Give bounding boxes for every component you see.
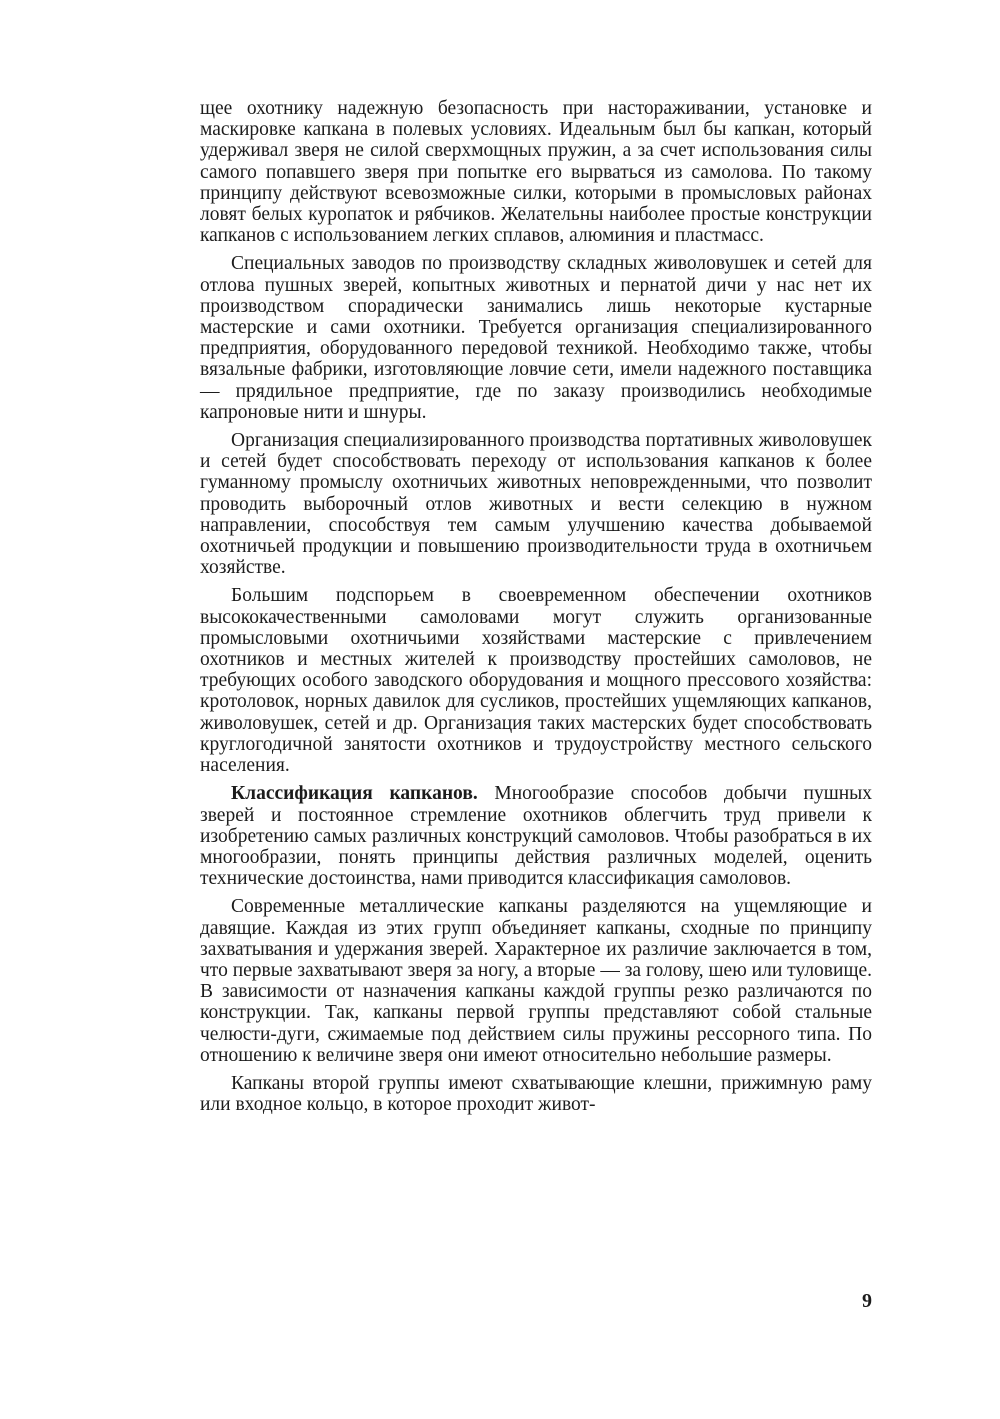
paragraph-classification [200,783,872,889]
classification-text: Многообразие способов добычи пушных зверей и постоянное стремление охотников облегчить труд привели к изобретению самых различных конструкций самоловов. Чтобы разобраться в их многообразии, понять принципы действия различных моделей, оценить технические достоинства, нами приводится классификация самоловов. [200,783,873,890]
paragraph-6: Современные металлические капканы разделяются на ущемляющие и давящие. Каждая из этих групп объединяет капканы, сходные по принципу захватывания и удержания зверей. Характерное их различие заключается в том, что первые захватывают зверя за ногу, а вторые — за голову, шею или туловище. В зависимости от назначения капканы каждой группы резко различаются по конструкции. Так, капканы первой группы представляют собой стальные челюсти-дуги, сжимаемые под действием силы пружины рессорного типа. По отношению к величине зверя они имеют относительно небольшие размеры. [200,896,872,1066]
paragraph-7: Капканы второй группы имеют схватывающие клешни, прижимную раму или входное кольцо, в которое проходит живот- [200,1072,872,1116]
page-body [200,98,872,1122]
run-in-heading: Классификация капканов. [231,783,478,805]
paragraph-2: Специальных заводов по производству складных живоловушек и сетей для отлова пушных зверей, копытных животных и пернатой дичи у нас нет их производством спорадически занимались лишь некоторые кустарные мастерские и сами охотники. Требуется организация специализированного предприятия, оборудованного передовой техникой. Необходимо также, чтобы вязальные фабрики, изготовляющие ловчие сети, имели надежного поставщика — прядильное предприятие, где по заказу производились необходимые капроновые нити и шнуры. [200,253,872,423]
page-number: 9 [862,1290,872,1312]
paragraph-3: Организация специализированного производства портативных живоловушек и сетей будет способствовать переходу от использования капканов к более гуманному промыслу охотничьих животных неповрежденными, что позволит проводить выборочный отлов животных и вести селекцию в нужном направлении, способствуя тем самым улучшению качества добываемой охотничьей продукции и повышению производительности труда в охотничьем хозяйстве. [200,430,872,579]
paragraph-4: Большим подспорьем в своевременном обеспечении охотников высококачественными самоловами могут служить организованные промысловыми охотничьими хозяйствами мастерские с привлечением охотников и местных жителей к производству простейших самоловов, не требующих особого заводского оборудования и мощного прессового хозяйства: кротоловок, норных давилок для сусликов, простейших ущемляющих капканов, живоловушек, сетей и др. Организация таких мастерских будет способствовать круглогодичной занятости охотников и трудоустройству местного сельского населения. [200,585,872,777]
paragraph-1: щее охотнику надежную безопасность при настораживании, установке и маскировке капкана в полевых условиях. Идеальным был бы капкан, который удерживал зверя не силой сверхмощных пружин, а за счет использования силы самого попавшего зверя при попытке его вырваться из самолова. По такому принципу действуют всевозможные силки, которыми в промысловых районах ловят белых куропаток и рябчиков. Желательны наиболее простые конструкции капканов с использованием легких сплавов, алюминия и пластмасс. [200,98,872,247]
